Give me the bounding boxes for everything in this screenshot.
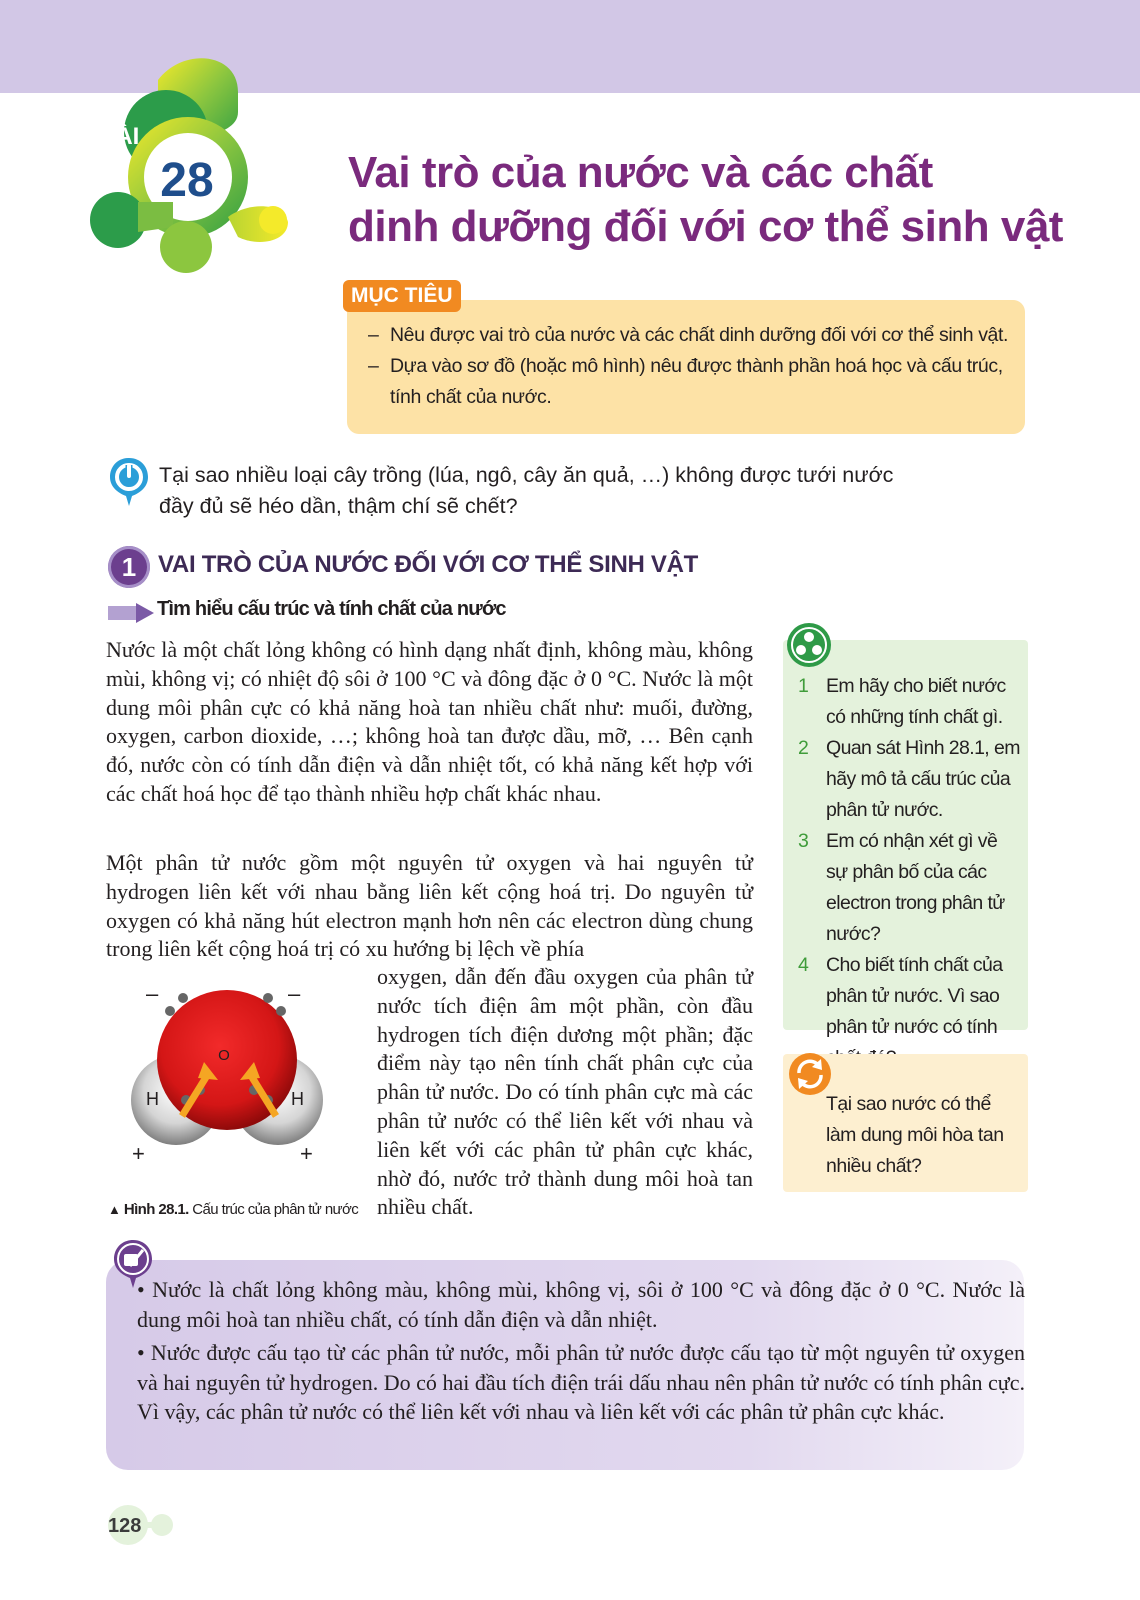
discussion-icon [785, 621, 833, 669]
label-hydrogen: H [291, 1089, 304, 1109]
charge-minus: – [146, 981, 159, 1006]
side-question-item: 2 Quan sát Hình 28.1, em hãy mô tả cấu trúc của phân tử nước. [798, 737, 1020, 821]
lesson-title-line2: dinh dưỡng đối với cơ thể sinh vật [348, 202, 1063, 251]
subsection-title: Tìm hiểu cấu trúc và tính chất của nước [157, 598, 506, 620]
side-question-list [798, 671, 1023, 1074]
lesson-label: BÀI [98, 123, 140, 150]
charge-plus: + [132, 1141, 145, 1166]
summary-text [137, 1275, 1025, 1431]
objective-item: – Dựa vào sơ đồ (hoặc mô hình) nêu được thành phần hoá học và cấu trúc, tính chất của nước. [368, 355, 1003, 408]
extra-question: Tại sao nước có thể làm dung môi hòa tan nhiều chất? [826, 1093, 1004, 1177]
objective-item: – Nêu được vai trò của nước và các chất dinh dưỡng đối với cơ thể sinh vật. [368, 324, 1009, 346]
objectives-list [368, 320, 1016, 413]
caption-label: Hình 28.1. [123, 1201, 189, 1218]
side-question-item: 1 Em hãy cho biết nước có những tính chất gì. [798, 675, 1006, 728]
summary-item: • Nước là chất lỏng không màu, không mùi, không vị, sôi ở 100 °C và đông đặc ở 0 °C. Nước là dung môi hoà tan nhiều chất, có tính dẫn điện và dẫn nhiệt. [137, 1277, 1025, 1332]
caption-text: Cấu trúc của phân tử nước [192, 1201, 359, 1218]
lesson-title-line1: Vai trò của nước và các chất [348, 148, 933, 197]
charge-plus: + [300, 1141, 313, 1166]
side-question-item: 4 Cho biết tính chất của phân tử nước. Vì sao phân tử nước có tính [798, 954, 1003, 1038]
label-oxygen: O [218, 1047, 230, 1064]
subsection-arrow-icon [108, 603, 154, 623]
objectives-tag: MỤC TIÊU [343, 280, 461, 312]
side-question-item: 3 Em có nhận xét gì về sự phân bố của các electron trong phân tử nước? [798, 830, 1005, 945]
paragraph: Một phân tử nước gồm một nguyên tử oxygen và hai nguyên tử hydrogen liên kết với nhau bằng liên kết cộng hoá trị. Do nguyên tử oxygen có khả năng hút electron mạnh hơn nên các electron dùng chung trong liên kết cộng hoá trị có xu hướng bị lệch về phía [106, 850, 753, 962]
opening-question: Tại sao nhiều loại cây trồng (lúa, ngô, cây ăn quả, …) không được tưới nước đầy đủ sẽ héo dần, thậm chí sẽ chết? [159, 463, 894, 518]
figure-caption [108, 1201, 358, 1218]
lesson-badge-icon [88, 52, 293, 297]
section-number: 1 [108, 546, 150, 588]
section-title: VAI TRÒ CỦA NƯỚC ĐỐI VỚI CƠ THỂ SINH VẬT [158, 551, 699, 578]
water-molecule-figure [128, 981, 338, 1188]
lesson-number: 28 [160, 154, 214, 207]
charge-minus: – [288, 981, 301, 1006]
summary-item: • Nước được cấu tạo từ các phân tử nước, mỗi phân tử nước được cấu tạo từ một nguyên tử oxygen và hai nguyên tử hydrogen. Do có hai đầu tích điện trái dấu nhau nên phân tử nước có tính phân cực. Vì vậy, các phân tử nước có thể liên kết với nhau và liên kết với các phân tử phân cực khác. [137, 1340, 1025, 1424]
paragraph: oxygen, dẫn đến đầu oxygen của phân tử nước tích điện âm một phần, còn đầu hydrogen tích điện dương một phần; đặc điểm này tạo nên tính chất phân cực của phân tử nước. Do có tính phân cực mà các phân tử nước có thể liên kết với nhau và liên kết với các phân tử phân cực khác, nhờ đó, nước trở thành dung môi hoà tan nhiều chất. [377, 964, 753, 1220]
caption-triangle-icon: ▲ [108, 1202, 121, 1217]
power-question-icon [108, 456, 150, 508]
page-number: 128 [108, 1515, 142, 1537]
paragraph: Nước là một chất lỏng không có hình dạng nhất định, không màu, không mùi, không vị; có nhiệt độ sôi ở 100 °C và đông đặc ở 0 °C. Nước là một dung môi phân cực có khả năng hoà tan nhiều chất như: muối, đường, oxygen, carbon dioxide, …; không hoà tan được dầu, mỡ, … Bên cạnh đó, nước còn có tính dẫn điện và dẫn nhiệt tốt, có khả năng kết hợp với các chất hoá học để tạo thành nhiều hợp chất khác nhau. [106, 637, 753, 806]
lesson-title [348, 146, 1068, 254]
label-hydrogen: H [146, 1089, 159, 1109]
